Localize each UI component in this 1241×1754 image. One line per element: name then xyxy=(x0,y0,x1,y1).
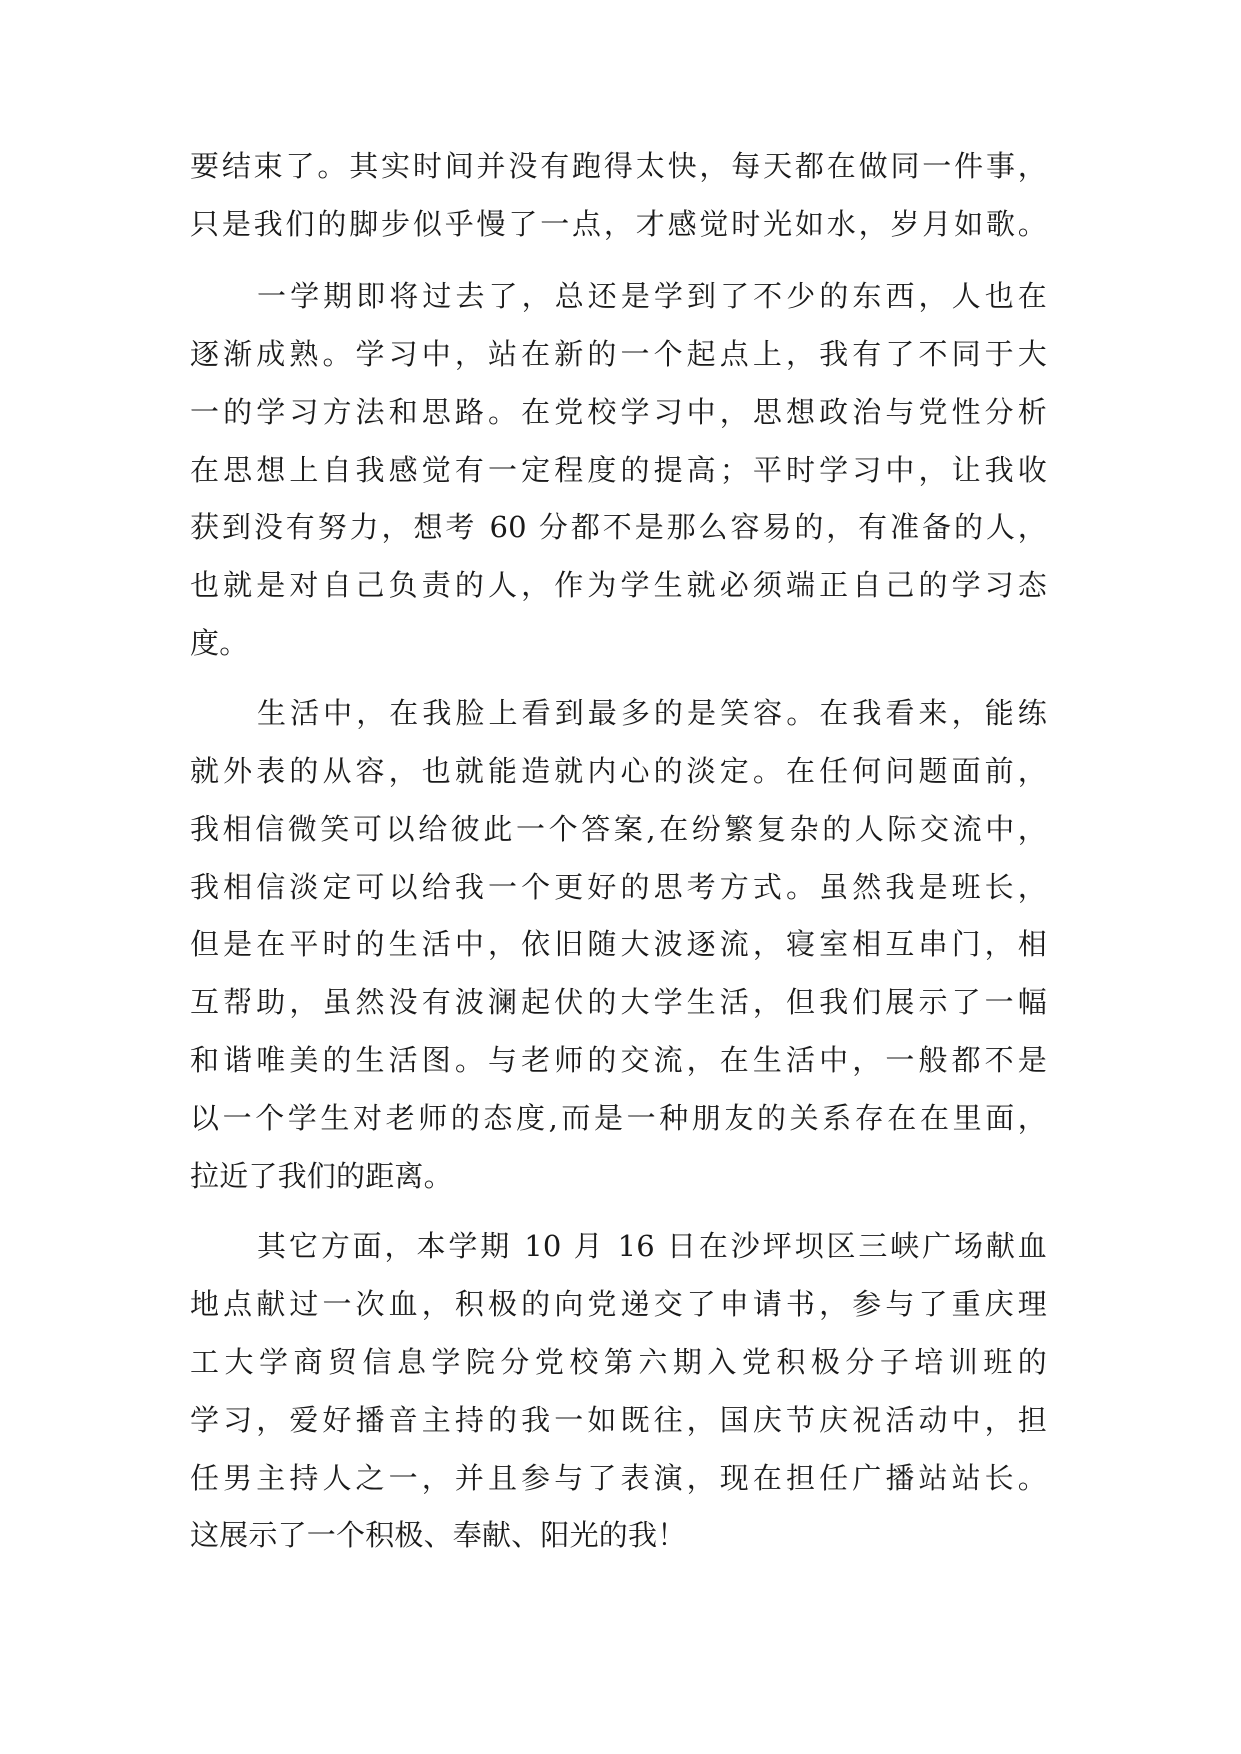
text-line: 也就是对自己负责的人，作为学生就必须端正自己的学习态 xyxy=(190,568,1047,602)
text-line: 任男主持人之一，并且参与了表演，现在担任广播站站长。 xyxy=(190,1461,1047,1495)
text-line: 但是在平时的生活中，依旧随大波逐流，寝室相互串门，相 xyxy=(190,927,1047,961)
text-line: 地点献过一次血，积极的向党递交了申请书，参与了重庆理 xyxy=(190,1287,1047,1321)
text-line: 一的学习方法和思路。在党校学习中，思想政治与党性分析 xyxy=(190,395,1047,429)
text-line: 拉近了我们的距离。 xyxy=(190,1159,453,1193)
text-line: 要结束了。其实时间并没有跑得太快，每天都在做同一件事， xyxy=(190,149,1047,183)
text-line: 学习，爱好播音主持的我一如既往，国庆节庆祝活动中，担 xyxy=(190,1403,1047,1437)
text-line: 逐渐成熟。学习中，站在新的一个起点上，我有了不同于大 xyxy=(190,337,1047,371)
paragraph-start-line: 一学期即将过去了，总还是学到了不少的东西，人也在 xyxy=(257,279,1047,313)
paragraph-start-line: 其它方面，本学期 10 月 16 日在沙坪坝区三峡广场献血 xyxy=(257,1229,1047,1263)
text-line: 互帮助，虽然没有波澜起伏的大学生活，但我们展示了一幅 xyxy=(190,985,1047,1019)
text-line: 工大学商贸信息学院分党校第六期入党积极分子培训班的 xyxy=(190,1345,1047,1379)
text-line: 和谐唯美的生活图。与老师的交流，在生活中，一般都不是 xyxy=(190,1043,1047,1077)
text-line: 获到没有努力，想考 60 分都不是那么容易的，有准备的人， xyxy=(190,510,1047,544)
paragraph-start-line: 生活中，在我脸上看到最多的是笑容。在我看来，能练 xyxy=(257,696,1047,730)
text-line: 在思想上自我感觉有一定程度的提高；平时学习中，让我收 xyxy=(190,453,1047,487)
text-line: 这展示了一个积极、奉献、阳光的我！ xyxy=(190,1518,687,1552)
text-line: 度。 xyxy=(190,626,249,660)
text-line: 就外表的从容，也就能造就内心的淡定。在任何问题面前， xyxy=(190,754,1047,788)
text-line: 我相信微笑可以给彼此一个答案,在纷繁复杂的人际交流中， xyxy=(190,812,1047,846)
text-line: 只是我们的脚步似乎慢了一点，才感觉时光如水，岁月如歌。 xyxy=(190,207,1047,241)
text-line: 我相信淡定可以给我一个更好的思考方式。虽然我是班长， xyxy=(190,870,1047,904)
text-line: 以一个学生对老师的态度,而是一种朋友的关系存在在里面， xyxy=(190,1101,1047,1135)
